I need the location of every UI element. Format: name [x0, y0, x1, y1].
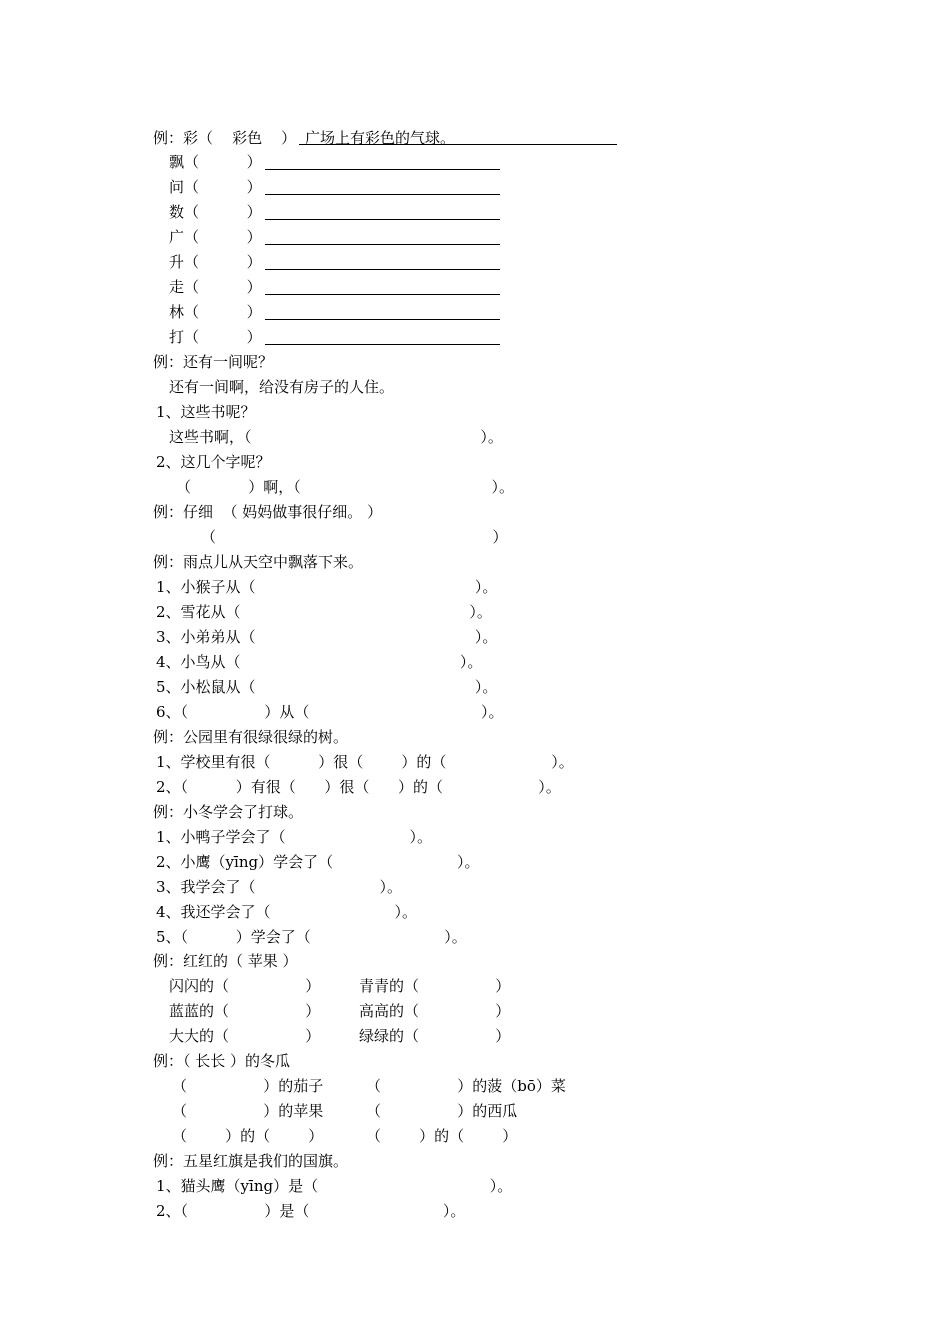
word-item: 升（ ）	[169, 253, 262, 271]
answer-line	[265, 344, 500, 345]
example-line: 例：雨点儿从天空中飘落下来。	[153, 553, 364, 571]
example-line: 例：红红的（ 苹果 ）	[153, 952, 298, 970]
exercise-line: （ ）	[201, 528, 508, 546]
exercise-line: 3、我学会了（ ）。	[156, 878, 403, 896]
exercise-line: 绿绿的（ ）	[359, 1027, 511, 1045]
answer-line	[299, 144, 617, 145]
word-item: 广（ ）	[169, 228, 262, 246]
exercise-line: 这些书啊，（ ）。	[169, 428, 503, 446]
answer-line	[265, 294, 500, 295]
exercise-line: 青青的（ ）	[359, 977, 511, 995]
word-item: 林（ ）	[169, 303, 262, 321]
example-line: 例：公园里有很绿很绿的树。	[153, 728, 349, 746]
example-line: 例：还有一间呢？	[153, 353, 274, 371]
example-cai: 例：彩（ 彩色 ）	[153, 129, 297, 147]
answer-line	[265, 169, 500, 170]
exercise-line: 2、（ ）是（ ）。	[156, 1202, 466, 1220]
exercise-line: 4、小鸟从（ ）。	[156, 653, 483, 671]
exercise-line: （ ）的西瓜	[366, 1102, 518, 1120]
exercise-line: 1、学校里有很（ ）很（ ）的（ ）。	[156, 753, 574, 771]
exercise-line: 1、这些书呢？	[156, 403, 256, 421]
word-item: 飘（ ）	[169, 153, 262, 171]
exercise-line: 4、我还学会了（ ）。	[156, 903, 418, 921]
exercise-line: （ ）的（ ）	[366, 1127, 518, 1145]
example-line: 还有一间啊，给没有房子的人住。	[169, 378, 395, 396]
exercise-line: 1、小猴子从（ ）。	[156, 578, 498, 596]
exercise-line: 2、小鹰（yīng）学会了（ ）。	[156, 853, 480, 871]
example-line: 例：（ 长长 ）的冬瓜	[153, 1052, 291, 1070]
exercise-line: 1、小鸭子学会了（ ）。	[156, 828, 433, 846]
example-line: 例：五星红旗是我们的国旗。	[153, 1152, 349, 1170]
exercise-line: 6、（ ）从（ ）。	[156, 703, 504, 721]
exercise-line: 蓝蓝的（ ）	[169, 1002, 321, 1020]
word-item: 数（ ）	[169, 203, 262, 221]
example-line: 例：仔细 （ 妈妈做事很仔细。 ）	[153, 503, 383, 521]
exercise-line: （ ）的菠（bō）菜	[366, 1077, 566, 1095]
example-line: 例：小冬学会了打球。	[153, 803, 304, 821]
answer-line	[265, 244, 500, 245]
exercise-line: 高高的（ ）	[359, 1002, 511, 1020]
exercise-line: 5、（ ）学会了（ ）。	[156, 928, 467, 946]
exercise-line: （ ）的（ ）	[172, 1127, 324, 1145]
answer-line	[265, 194, 500, 195]
exercise-line: 2、这几个字呢？	[156, 453, 271, 471]
word-item: 走（ ）	[169, 278, 262, 296]
example-cai-sentence: 广场上有彩色的气球。	[305, 129, 456, 147]
exercise-line: 大大的（ ）	[169, 1027, 321, 1045]
answer-line	[265, 219, 500, 220]
exercise-line: 3、小弟弟从（ ）。	[156, 628, 498, 646]
exercise-line: （ ）啊，（ ）。	[176, 478, 514, 496]
exercise-line: 2、雪花从（ ）。	[156, 603, 492, 621]
exercise-line: （ ）的茄子	[172, 1077, 324, 1095]
exercise-line: 闪闪的（ ）	[169, 977, 321, 995]
word-item: 打（ ）	[169, 328, 262, 346]
exercise-line: 5、小松鼠从（ ）。	[156, 678, 498, 696]
answer-line	[265, 319, 500, 320]
exercise-line: 2、（ ）有很（ ）很（ ）的（ ）。	[156, 778, 561, 796]
word-item: 问（ ）	[169, 178, 262, 196]
exercise-line: 1、猫头鹰（yīng）是（ ）。	[156, 1177, 513, 1195]
answer-line	[265, 269, 500, 270]
exercise-line: （ ）的苹果	[172, 1102, 324, 1120]
